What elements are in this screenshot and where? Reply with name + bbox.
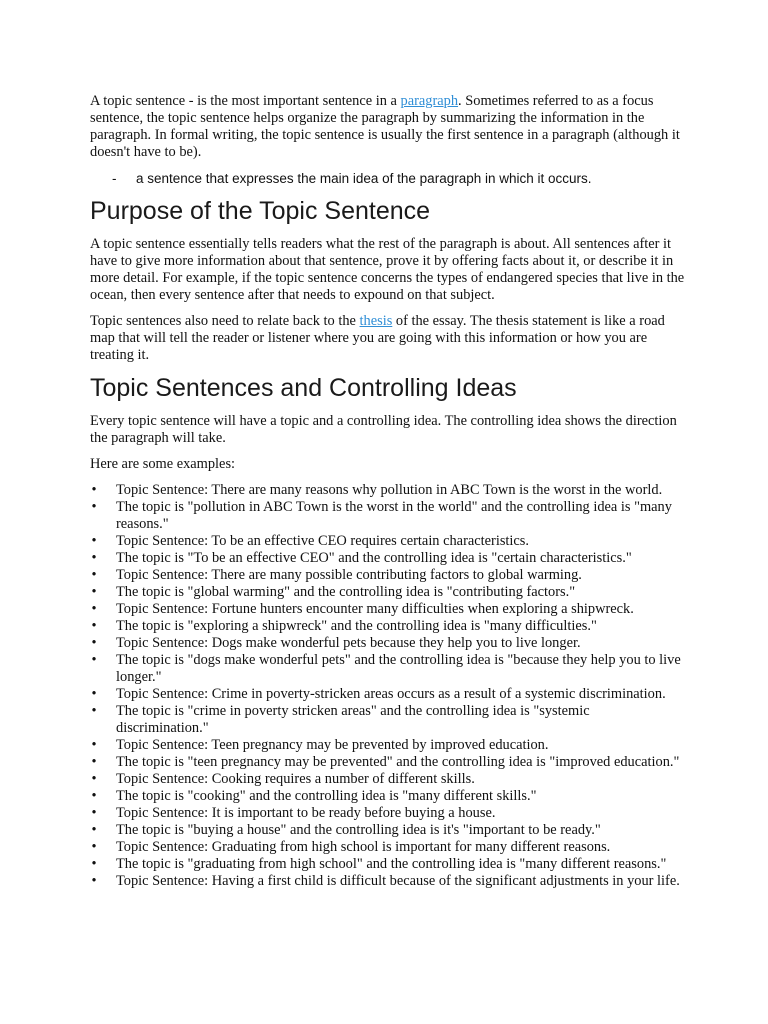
example-text: Topic Sentence: There are many reasons why pollution in ABC Town is the worst in the world. (116, 482, 663, 498)
example-list-item (90, 567, 690, 584)
example-list-item (90, 771, 690, 788)
purpose-heading: Purpose of the Topic Sentence (90, 197, 431, 225)
definition-text: a sentence that expresses the main idea of the paragraph in which it occurs. (136, 171, 592, 186)
thesis-link[interactable]: thesis (359, 313, 393, 329)
bullet-marker: • (91, 737, 97, 753)
example-list-item (90, 737, 690, 754)
example-text: Topic Sentence: There are many possible contributing factors to global warming. (116, 567, 582, 583)
controlling-ideas-heading: Topic Sentences and Controlling Ideas (90, 374, 517, 402)
example-list-item (90, 550, 690, 567)
example-text: The topic is "dogs make wonderful pets" and the controlling idea is "because they help you to live longer." (116, 652, 681, 685)
thesis-paragraph (90, 313, 690, 364)
intro-paragraph (90, 93, 690, 161)
example-list-item (90, 618, 690, 635)
paragraph-link[interactable]: paragraph (400, 93, 459, 109)
example-list-item (90, 754, 690, 771)
thesis-text-end: of the essay. The thesis statement is like a road map that will tell the reader or listener where you are going with this information or how you are treating it. (90, 313, 665, 363)
example-text: The topic is "global warming" and the controlling idea is "contributing factors." (116, 584, 576, 600)
bullet-marker: • (91, 533, 97, 549)
bullet-marker: • (91, 618, 97, 634)
example-text: The topic is "crime in poverty stricken areas" and the controlling idea is "systemic discrimination." (116, 703, 590, 736)
bullet-marker: • (91, 703, 97, 719)
intro-text-start: A topic sentence - is the most important sentence in a (90, 93, 401, 109)
example-text: The topic is "exploring a shipwreck" and the controlling idea is "many difficulties." (116, 618, 597, 634)
intro-text-end: . Sometimes referred to as a focus sentence, the topic sentence helps organize the paragraph by summarizing the information in the paragraph. In formal writing, the topic sentence is usually the first sentence in a paragraph (although it doesn't have to be). (90, 93, 680, 160)
bullet-marker: • (91, 754, 97, 770)
bullet-marker: • (91, 584, 97, 600)
example-text: Topic Sentence: Having a first child is difficult because of the significant adjustments in your life. (116, 873, 680, 889)
definition-list (90, 170, 690, 187)
purpose-paragraph: A topic sentence essentially tells readers what the rest of the paragraph is about. All sentences after it have to give more information about that sentence, prove it by offering facts about it, or describe it in more detail. For example, if the topic sentence concerns the types of endangered species that live in the ocean, then every sentence after that needs to expound on that subject. (90, 236, 685, 303)
example-list-item (90, 482, 690, 499)
example-text: The topic is "teen pregnancy may be prevented" and the controlling idea is "improved education." (116, 754, 680, 770)
example-text: The topic is "buying a house" and the controlling idea is it's "important to be ready." (116, 822, 601, 838)
bullet-marker: • (91, 805, 97, 821)
bullet-marker: • (91, 601, 97, 617)
example-list-item (90, 584, 690, 601)
definition-item (90, 170, 690, 187)
example-list-item (90, 686, 690, 703)
example-text: The topic is "cooking" and the controlling idea is "many different skills." (116, 788, 537, 804)
examples-intro: Here are some examples: (90, 456, 236, 472)
bullet-marker: • (91, 839, 97, 855)
bullet-marker: • (91, 822, 97, 838)
example-text: Topic Sentence: Fortune hunters encounter many difficulties when exploring a shipwreck. (116, 601, 634, 617)
example-text: Topic Sentence: To be an effective CEO requires certain characteristics. (116, 533, 529, 549)
example-text: Topic Sentence: Cooking requires a number of different skills. (116, 771, 475, 787)
document-page (90, 93, 690, 890)
example-text: The topic is "graduating from high school" and the controlling idea is "many different reasons." (116, 856, 667, 872)
bullet-marker: • (91, 499, 97, 515)
controlling-ideas-paragraph: Every topic sentence will have a topic and a controlling idea. The controlling idea shows the direction the paragraph will take. (90, 413, 677, 446)
bullet-marker: • (91, 567, 97, 583)
example-list-item (90, 601, 690, 618)
thesis-text-start: Topic sentences also need to relate back to the (90, 313, 360, 329)
example-list-item (90, 822, 690, 839)
example-list-item (90, 873, 690, 890)
example-text: The topic is "pollution in ABC Town is the worst in the world" and the controlling idea is "many reasons." (116, 499, 672, 532)
example-text: Topic Sentence: Dogs make wonderful pets because they help you to live longer. (116, 635, 581, 651)
bullet-marker: • (91, 856, 97, 872)
example-list-item (90, 703, 690, 737)
example-list-item (90, 533, 690, 550)
bullet-marker: • (91, 482, 97, 498)
example-text: The topic is "To be an effective CEO" and the controlling idea is "certain characteristics." (116, 550, 632, 566)
bullet-marker: • (91, 652, 97, 668)
examples-list (90, 482, 690, 890)
example-list-item (90, 856, 690, 873)
example-text: Topic Sentence: Graduating from high school is important for many different reasons. (116, 839, 611, 855)
bullet-marker: • (91, 635, 97, 651)
example-list-item (90, 805, 690, 822)
dash-marker: - (112, 171, 117, 186)
bullet-marker: • (91, 686, 97, 702)
example-list-item (90, 652, 690, 686)
bullet-marker: • (91, 550, 97, 566)
example-text: Topic Sentence: Crime in poverty-stricken areas occurs as a result of a systemic discrimination. (116, 686, 666, 702)
example-text: Topic Sentence: It is important to be ready before buying a house. (116, 805, 496, 821)
bullet-marker: • (91, 873, 97, 889)
bullet-marker: • (91, 771, 97, 787)
example-list-item (90, 839, 690, 856)
example-text: Topic Sentence: Teen pregnancy may be prevented by improved education. (116, 737, 549, 753)
example-list-item (90, 499, 690, 533)
example-list-item (90, 788, 690, 805)
example-list-item (90, 635, 690, 652)
bullet-marker: • (91, 788, 97, 804)
